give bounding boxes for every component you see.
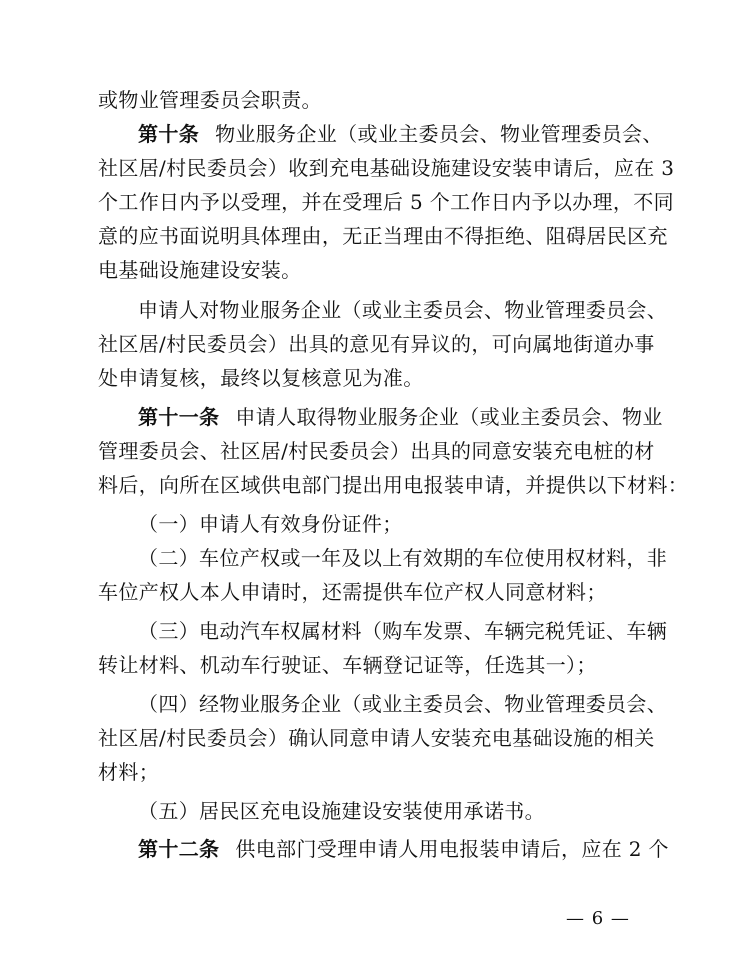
line-text: 社区居/村民委员会）确认同意申请人安装充电基础设施的相关 — [98, 726, 655, 750]
line-text: 申请人对物业服务企业（或业主委员会、物业管理委员会、 — [138, 298, 668, 322]
text-line-8 — [98, 327, 654, 361]
text-line-15 — [98, 575, 654, 609]
line-text: 转让材料、机动车行驶证、车辆登记证等，任选其一）； — [98, 653, 597, 677]
text-line-5 — [98, 219, 668, 253]
page-number: — 6 — — [566, 908, 630, 929]
text-line-13 — [138, 507, 654, 541]
line-text: 社区居/村民委员会）收到充电基础设施建设安装申请后，应在 3 — [98, 156, 675, 180]
article-twelve-heading: 第十二条 — [138, 837, 220, 861]
text-line-6 — [98, 253, 654, 287]
article-eleven-heading: 第十一条 — [138, 405, 220, 429]
text-line-22 — [138, 832, 669, 866]
line-text: 供电部门受理申请人用电报装申请后，应在 2 个 — [235, 837, 669, 861]
line-text: 电基础设施建设安装。 — [98, 258, 302, 282]
line-text: 处申请复核，最终以复核意见为准。 — [98, 366, 424, 390]
line-text: 车位产权人本人申请时，还需提供车位产权人同意材料； — [98, 580, 607, 604]
line-text: 或物业管理委员会职责。 — [98, 88, 322, 112]
text-line-10 — [138, 400, 663, 434]
text-line-2 — [138, 117, 663, 151]
line-text: （五）居民区充电设施建设安装使用承诺书。 — [138, 799, 545, 823]
line-text: 材料； — [98, 760, 160, 784]
article-ten-heading: 第十条 — [138, 122, 200, 146]
text-line-9 — [98, 361, 654, 395]
line-text: 料后，向所在区域供电部门提出用电报装申请，并提供以下材料： — [98, 473, 689, 497]
text-line-11 — [98, 434, 654, 468]
text-line-17 — [98, 648, 654, 682]
text-line-7 — [138, 293, 668, 327]
text-line-3 — [98, 151, 675, 185]
text-line-19 — [98, 721, 654, 755]
text-line-18 — [138, 687, 668, 721]
text-line-1 — [98, 83, 654, 117]
line-text: （一）申请人有效身份证件； — [138, 512, 403, 536]
text-line-12 — [98, 468, 689, 502]
text-line-16 — [138, 614, 668, 648]
line-text: 意的应书面说明具体理由，无正当理由不得拒绝、阻碍居民区充 — [98, 224, 668, 248]
text-line-21 — [138, 794, 654, 828]
text-line-20 — [98, 755, 654, 789]
text-line-14 — [138, 541, 668, 575]
line-text: 管理委员会、社区居/村民委员会）出具的同意安装充电桩的材 — [98, 439, 655, 463]
line-text: 个工作日内予以受理，并在受理后 5 个工作日内予以办理，不同 — [98, 190, 674, 214]
line-text: （三）电动汽车权属材料（购车发票、车辆完税凭证、车辆 — [138, 619, 668, 643]
line-text: 社区居/村民委员会）出具的意见有异议的，可向属地街道办事 — [98, 332, 655, 356]
line-text: （二）车位产权或一年及以上有效期的车位使用权材料，非 — [138, 546, 668, 570]
text-line-4 — [98, 185, 674, 219]
line-text: 物业服务企业（或业主委员会、物业管理委员会、 — [215, 122, 663, 146]
line-text: 申请人取得物业服务企业（或业主委员会、物业 — [235, 405, 663, 429]
line-text: （四）经物业服务企业（或业主委员会、物业管理委员会、 — [138, 692, 668, 716]
